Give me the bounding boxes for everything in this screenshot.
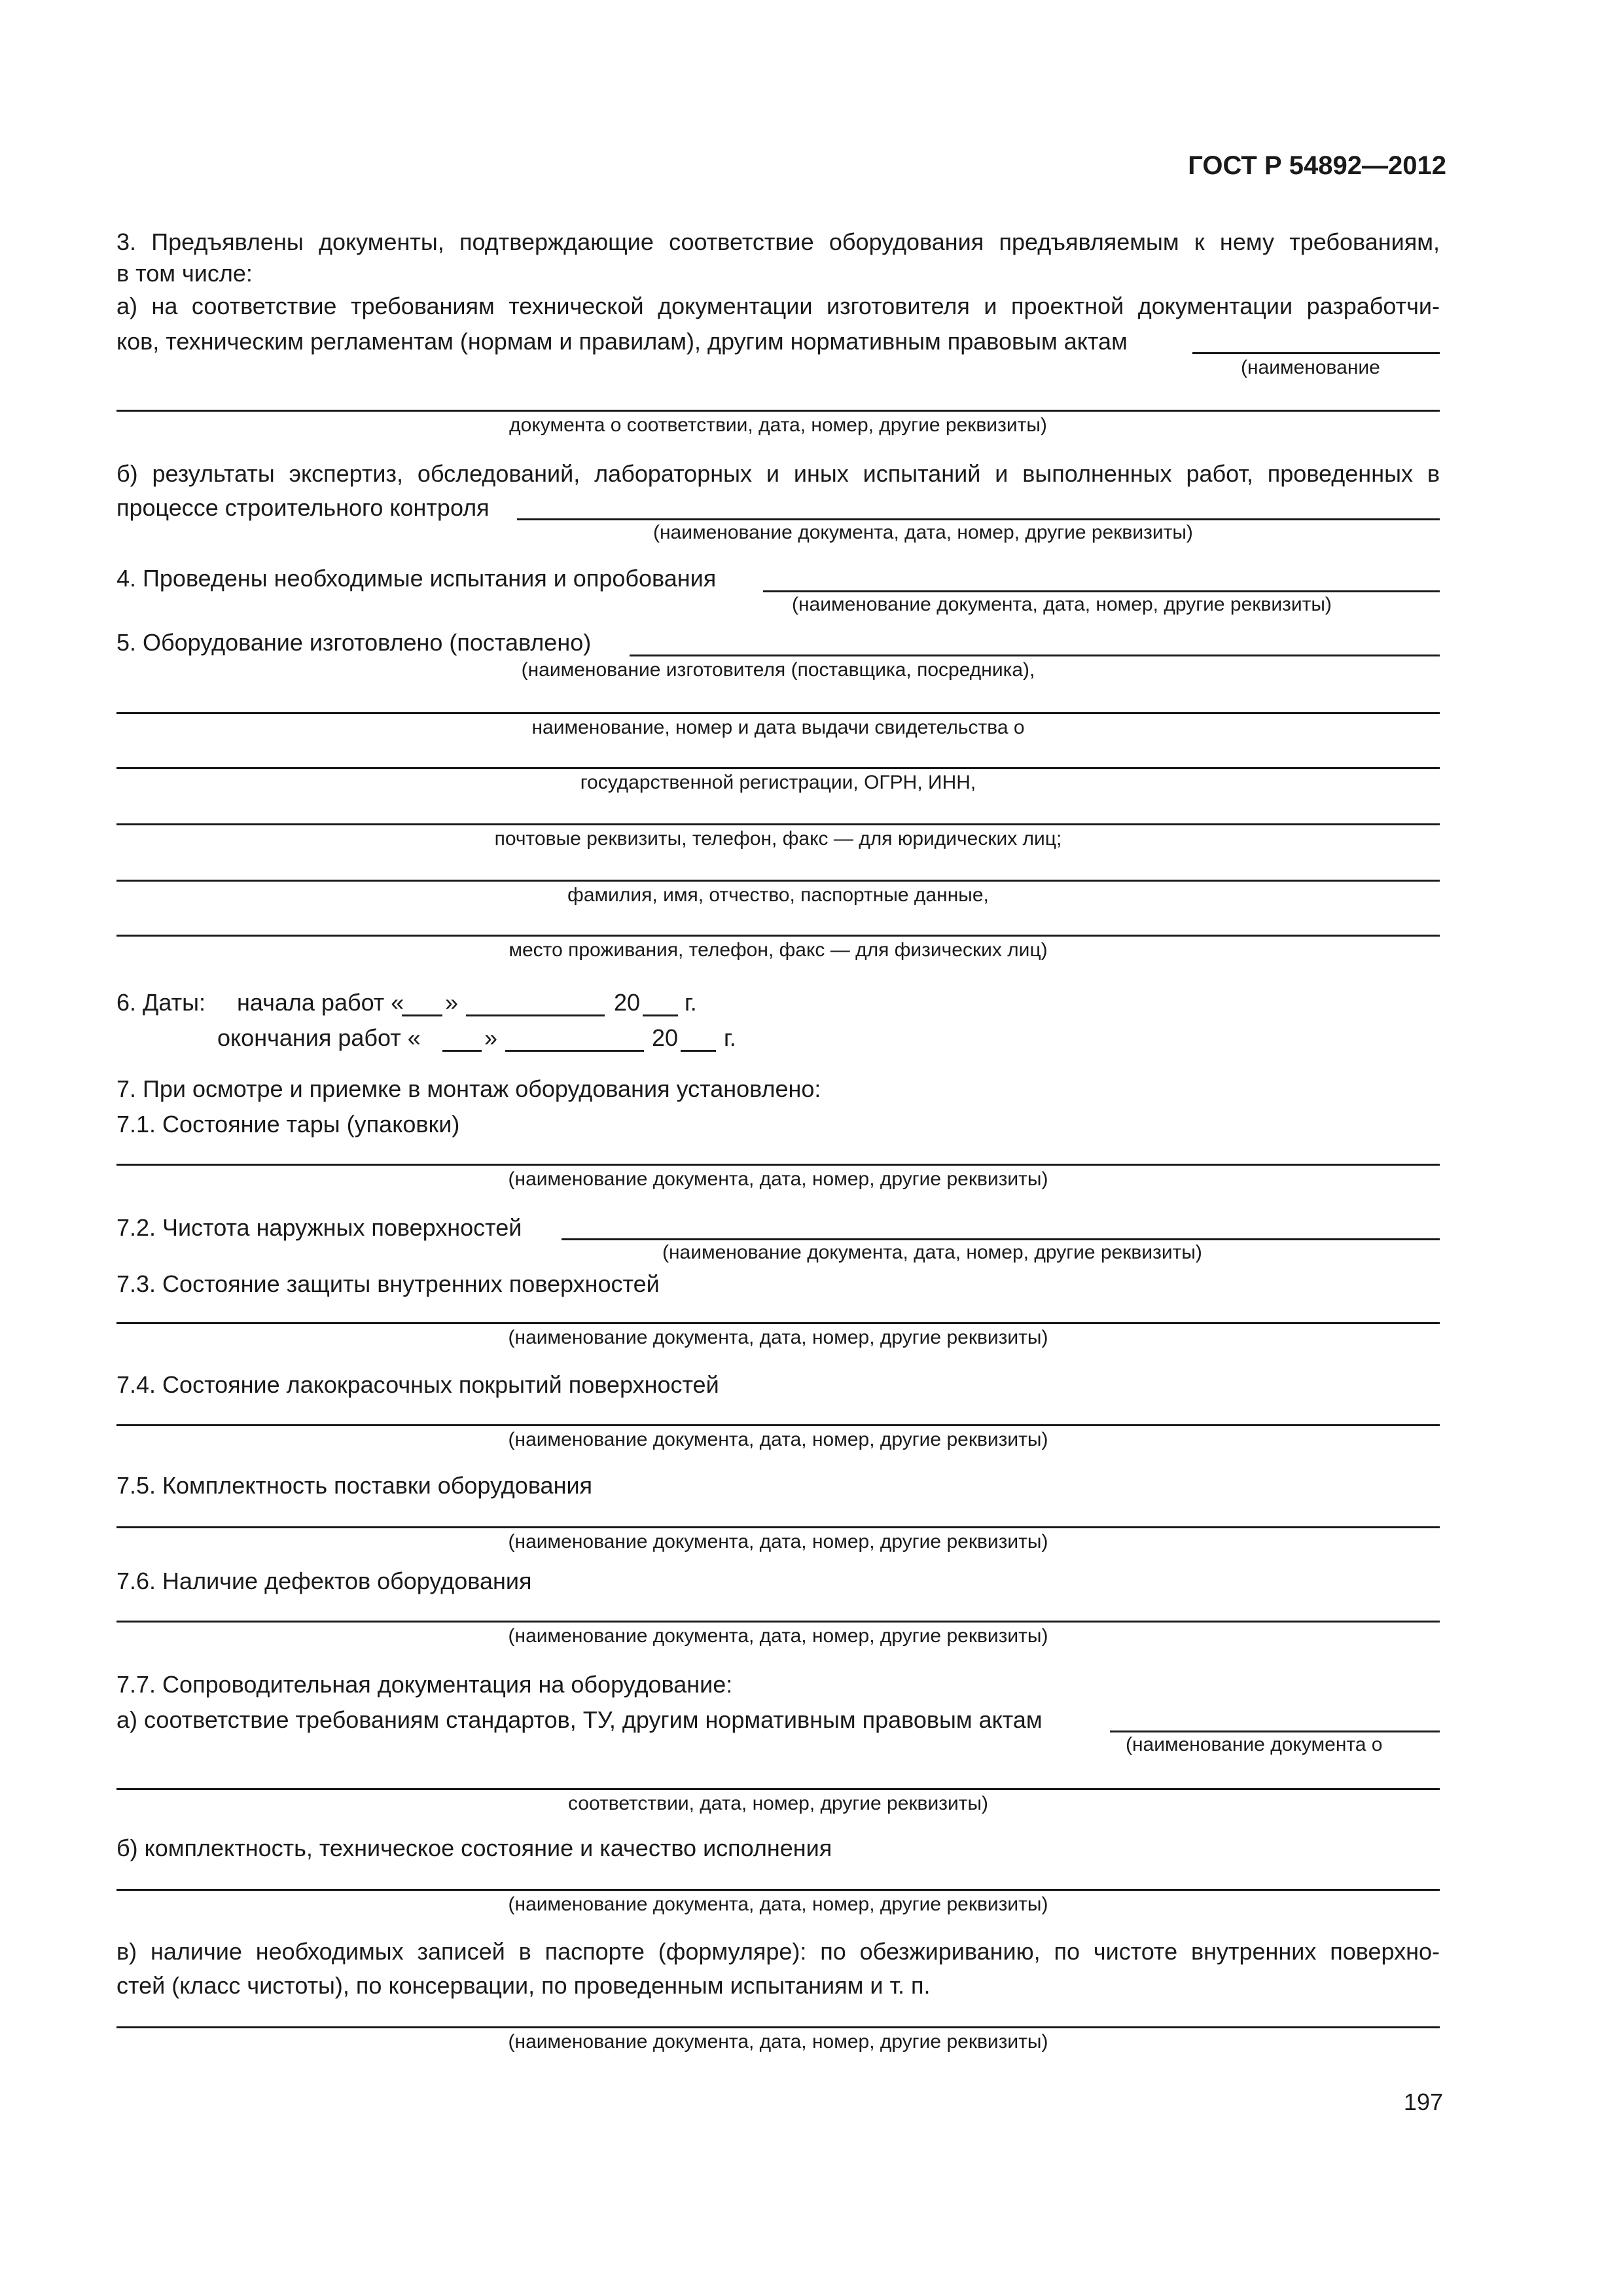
s7-item-7-6: 7.6. Наличие дефектов оборудования [116,1568,532,1594]
s7-7-7-b-caption: (наименование документа, дата, номер, другие реквизиты) [508,1893,1048,1915]
s7-7-1-caption: (наименование документа, дата, номер, другие реквизиты) [508,1168,1048,1190]
s3-b-fill-line[interactable] [517,518,1440,520]
s6-end-century: 20 [652,1024,679,1051]
s7-7-2-caption: (наименование документа, дата, номер, другие реквизиты) [662,1242,1202,1263]
s7-item-7-4: 7.4. Состояние лакокрасочных покрытий поверхностей [116,1371,719,1398]
s7-item-7-3: 7.3. Состояние защиты внутренних поверхностей [116,1270,660,1297]
s7-7-5-fill-line[interactable] [116,1526,1440,1528]
s5-fill-line-6[interactable] [116,935,1440,937]
s7-7-3-fill-line[interactable] [116,1322,1440,1324]
s3-b-line-2: процессе строительного контроля [116,494,490,521]
s3-a-fill-line[interactable] [1192,352,1440,354]
s3-a-line-1: а) на соответствие требованиям технической документации изготовителя и проектной документации разработчи- [116,293,1440,319]
s5-caption-1: (наименование изготовителя (поставщика, посредника), [521,659,1035,681]
s7-item-7-7: 7.7. Сопроводительная документация на оборудование: [116,1671,733,1698]
s7-item-7-2: 7.2. Чистота наружных поверхностей [116,1214,522,1241]
s7-7-3-caption: (наименование документа, дата, номер, другие реквизиты) [508,1327,1048,1348]
s3-line-1: 3. Предъявлены документы, подтверждающие соответствие оборудования предъявляемым к нему требованиям, [116,228,1440,255]
s3-b-line-1: б) результаты экспертиз, обследований, лабораторных и иных испытаний и выполненных работ, проведенных в [116,460,1440,487]
s6-start-day-field[interactable] [402,1014,442,1016]
s7-intro: 7. При осмотре и приемке в монтаж оборудования установлено: [116,1075,821,1102]
s7-item-7-1: 7.1. Состояние тары (упаковки) [116,1111,460,1138]
s6-end-month-field[interactable] [505,1050,644,1052]
s5-caption-3: государственной регистрации, ОГРН, ИНН, [580,772,976,793]
s5-fill-line-1[interactable] [630,655,1440,656]
s4-caption: (наименование документа, дата, номер, другие реквизиты) [792,594,1332,615]
s6-label: 6. Даты: [116,989,206,1016]
s6-start-year-field[interactable] [643,1014,678,1016]
s7-7-7-a-fill-line-2[interactable] [116,1788,1440,1790]
s4-fill-line[interactable] [763,590,1440,592]
s7-item-7-7-v-line-2: стей (класс чистоты), по консервации, по проведенным испытаниям и т. п. [116,1972,931,1999]
s7-7-6-caption: (наименование документа, дата, номер, другие реквизиты) [508,1625,1048,1647]
s5-caption-6: место проживания, телефон, факс — для физических лиц) [508,939,1048,961]
page-number: 197 [1403,2089,1443,2115]
s7-7-7-a-caption-2: соответствии, дата, номер, другие реквизиты) [567,1793,989,1814]
s6-start-quote: » [445,989,459,1016]
s6-start-century: 20 [614,989,641,1016]
s7-7-2-fill-line[interactable] [562,1238,1440,1240]
s7-7-7-a-fill-line[interactable] [1110,1731,1440,1732]
s7-7-1-fill-line[interactable] [116,1164,1440,1166]
s5-caption-2: наименование, номер и дата выдачи свидетельства о [531,717,1025,738]
s3-a-line-2: ков, техническим регламентам (нормам и правилам), другим нормативным правовым актам [116,328,1128,355]
s5-caption-4: почтовые реквизиты, телефон, факс — для юридических лиц; [494,828,1062,850]
s6-start-year-suffix: г. [685,989,697,1016]
s4-text: 4. Проведены необходимые испытания и опробования [116,565,717,592]
s5-fill-line-2[interactable] [116,712,1440,714]
s7-7-6-fill-line[interactable] [116,1621,1440,1623]
s3-a-fill-line-2[interactable] [116,410,1440,412]
s6-end-quote: » [484,1024,498,1051]
s7-item-7-7-b: б) комплектность, техническое состояние и качество исполнения [116,1835,832,1861]
s7-item-7-7-v-line-1: в) наличие необходимых записей в паспорте (формуляре): по обезжириванию, по чистоте внутренних поверхно- [116,1938,1440,1965]
s5-fill-line-3[interactable] [116,767,1440,769]
s7-7-7-b-fill-line[interactable] [116,1889,1440,1891]
s6-end-year-suffix: г. [724,1024,736,1051]
s3-line-2: в том числе: [116,260,253,287]
s5-text: 5. Оборудование изготовлено (поставлено) [116,629,592,656]
s7-7-5-caption: (наименование документа, дата, номер, другие реквизиты) [508,1531,1048,1552]
s3-a-caption-1: (наименование [1241,357,1380,378]
s3-b-caption: (наименование документа, дата, номер, другие реквизиты) [653,522,1193,543]
s6-end-day-field[interactable] [442,1050,482,1052]
document-id: ГОСТ Р 54892—2012 [1188,151,1446,180]
s7-7-4-caption: (наименование документа, дата, номер, другие реквизиты) [508,1429,1048,1450]
s5-fill-line-5[interactable] [116,880,1440,882]
s7-item-7-7-a: а) соответствие требованиям стандартов, ТУ, другим нормативным правовым актам [116,1706,1043,1733]
s6-start-label: начала работ « [237,989,404,1016]
s7-item-7-5: 7.5. Комплектность поставки оборудования [116,1472,593,1499]
s7-7-7-v-caption: (наименование документа, дата, номер, другие реквизиты) [508,2031,1048,2053]
s3-a-caption-2: документа о соответствии, дата, номер, другие реквизиты) [509,414,1047,436]
s6-end-label: окончания работ « [217,1024,421,1051]
s6-end-year-field[interactable] [681,1050,716,1052]
s7-7-7-v-fill-line[interactable] [116,2026,1440,2028]
s5-fill-line-4[interactable] [116,823,1440,825]
s5-caption-5: фамилия, имя, отчество, паспортные данные, [567,884,989,906]
s6-start-month-field[interactable] [466,1014,605,1016]
s7-7-7-a-caption-1: (наименование документа о [1126,1734,1383,1755]
s7-7-4-fill-line[interactable] [116,1424,1440,1426]
